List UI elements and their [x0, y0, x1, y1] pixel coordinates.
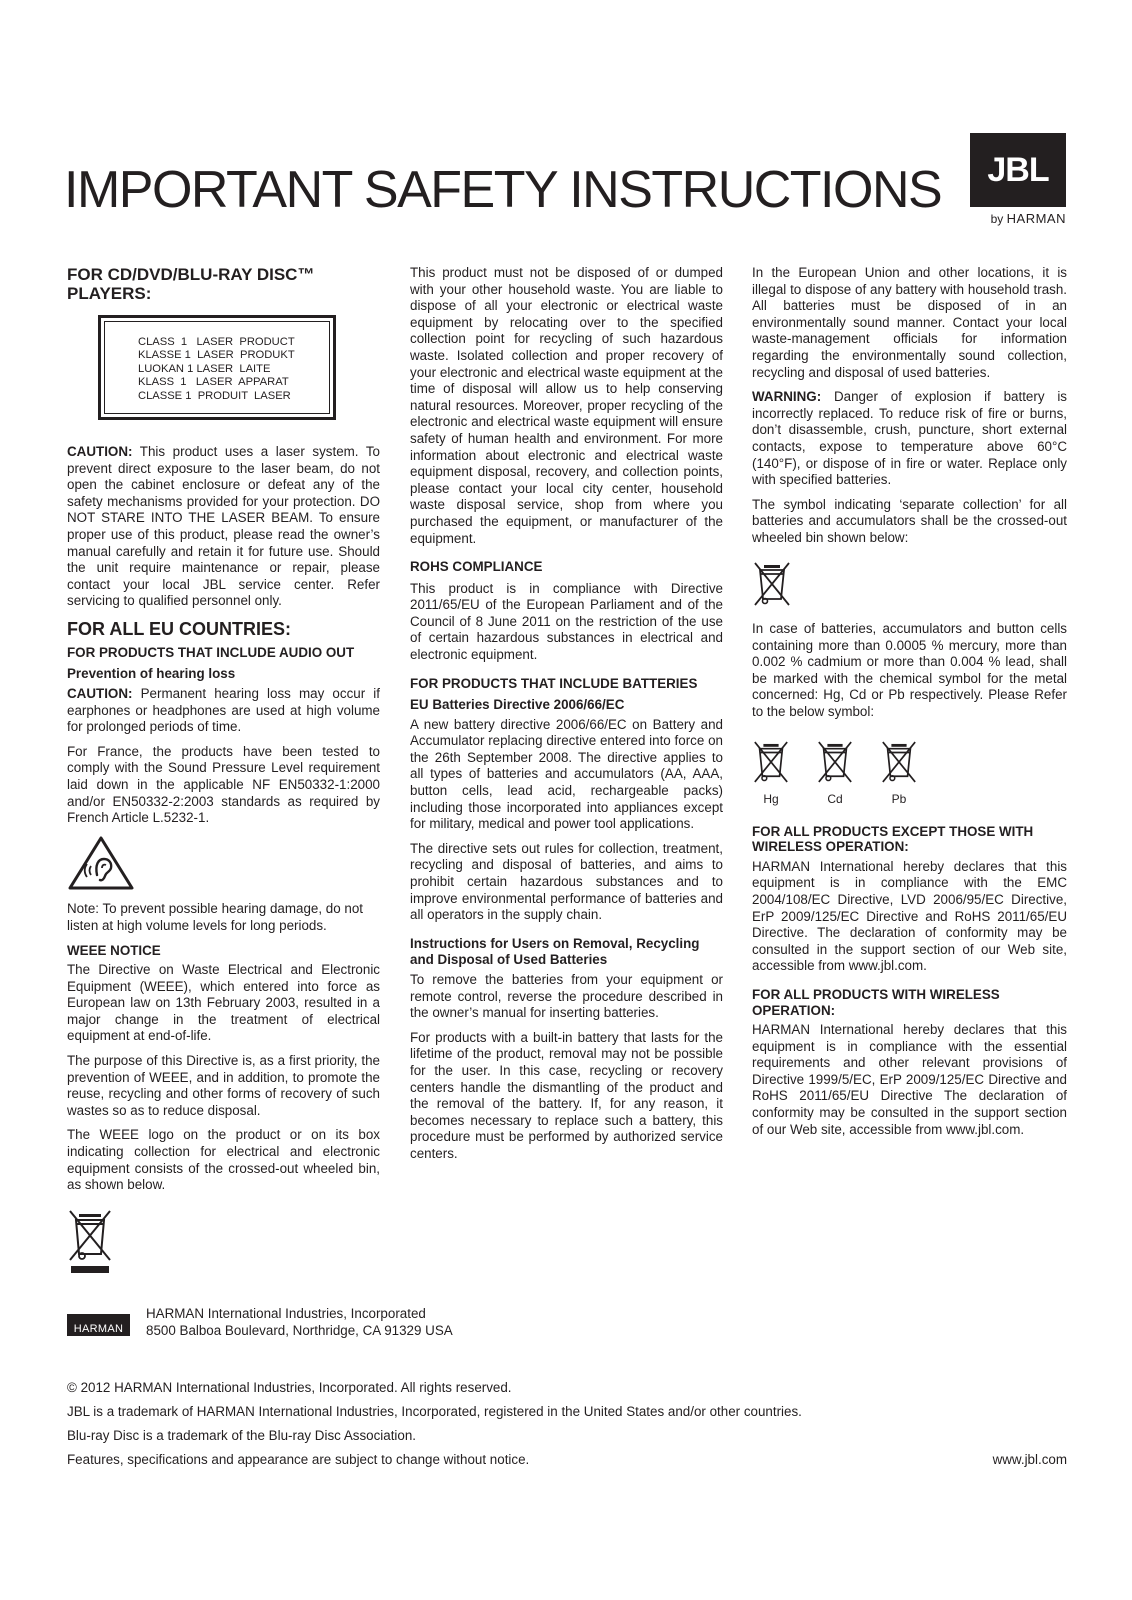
chem-bin-hg — [752, 739, 790, 808]
caution-label: CAUTION: — [67, 444, 133, 460]
laser-line: KLASS 1 LASER APPARAT — [138, 376, 289, 389]
copyright-line: © 2012 HARMAN International Industries, Incorporated. All rights reserved. — [67, 1380, 512, 1395]
laser-line: KLASSE 1 LASER PRODUKT — [138, 349, 295, 362]
chem-label: Pb — [891, 792, 907, 807]
instructions-paragraph: To remove the batteries from your equipment or remote control, reverse the procedure described in the owner’s manual for inserting batteries. — [410, 971, 723, 1021]
heading-except-wireless: FOR ALL PRODUCTS EXCEPT THOSE WITH WIRELESS OPERATION: — [752, 823, 1034, 855]
battery-bin-icon — [752, 561, 1067, 612]
jbl-logo — [970, 133, 1066, 229]
heading-rohs: ROHS COMPLIANCE — [410, 559, 543, 575]
weee-bin-icon — [67, 1208, 380, 1279]
directive-paragraph: The directive sets out rules for collection, treatment, recycling and disposal of batteries, and aims to prohibit certain hazardous substances and to improve environmental performance of batteries and all operators in the supply chain. — [410, 840, 723, 923]
page-title: IMPORTANT SAFETY INSTRUCTIONS — [64, 161, 942, 219]
chem-label: Cd — [827, 792, 843, 807]
case-paragraph: In case of batteries, accumulators and button cells containing more than 0.0005 % mercury, more than 0.002 % cadmium or more than 0.004 % lead, shall be marked with the chemical symbol for the metal concerned: Hg, Cd or Pb respectively. Please Refer to the below symbol: — [752, 621, 1067, 720]
except-paragraph: HARMAN International hereby declares that this equipment is in compliance with the EMC 2004/108/EC Directive, LVD 2006/95/EC Directive, ErP 2009/125/EC Directive and RoHS 2011/65/EU Directive. The declaration of conformity may be consulted in the support section of our Web site, accessible from www.jbl.com. — [752, 858, 1067, 974]
website-link[interactable]: www.jbl.com — [992, 1452, 1067, 1467]
street-address: 8500 Balboa Boulevard, Northridge, CA 91329 USA — [146, 1323, 453, 1338]
rohs-paragraph: This product is in compliance with Directive 2011/65/EU of the European Parliament and of the Council of 8 June 2011 on the restriction of the use of certain hazardous substances in electrical and electronic equipment. — [410, 580, 723, 662]
weee-paragraph: The WEEE logo on the product or on its box indicating collection for electrical and electronic equipment consists of the crossed-out wheeled bin, as shown below. — [67, 1127, 380, 1193]
by-harman-tagline — [970, 211, 1066, 226]
warning-text: Danger of explosion if battery is incorrectly replaced. To reduce risk of fire or burns, don’t disassemble, crush, puncture, short external contacts, expose to temperature above 60°C (140°F), or dispose of in fire or water. Replace only with specified batteries. — [752, 389, 1067, 488]
directive-paragraph: A new battery directive 2006/66/EC on Battery and Accumulator replacing directive entered into force on the 26th September 2008. The directive applies to all types of batteries and accumulators (AA, AAA, button cells, lead acid, rechargeable packs) including those incorporated into appliances except for military, medical and power tool applications. — [410, 716, 723, 832]
disposal-paragraph: This product must not be disposed of or dumped with your other household waste. You are liable to dispose of all your electronic or electrical waste equipment by relocating over to the specified collection point for recycling of such hazardous waste. Isolated collection and proper recovery of your electronic and electrical waste equipment at the time of disposal will allow us to help conserving natural resources. Moreover, proper recycling of the electronic and electrical waste equipment will ensure safety of human health and environment. For more information about electronic and electrical waste equipment disposal, recovery, and collection points, please contact your local city center, household waste disposal service, shop from where you purchased the equipment, or manufacturer of the equipment. — [410, 265, 723, 546]
chem-bin-cd — [816, 739, 854, 808]
symbol-paragraph: The symbol indicating ‘separate collection’ for all batteries and accumulators shall be the crossed-out wheeled bin shown below: — [752, 496, 1067, 545]
heading-battery-directive: EU Batteries Directive 2006/66/EC — [410, 697, 625, 713]
hearing-warning-icon — [67, 835, 380, 896]
caution-paragraph — [67, 444, 380, 610]
heading-battery-instructions: Instructions for Users on Removal, Recycling and Disposal of Used Batteries — [410, 935, 700, 968]
heading-eu: FOR ALL EU COUNTRIES: — [67, 618, 291, 639]
laser-line: CLASS 1 LASER PRODUCT — [138, 336, 295, 348]
laser-label — [98, 315, 336, 420]
bin-icon — [752, 739, 790, 785]
chem-label: Hg — [763, 792, 779, 807]
logo-harman-text: HARMAN — [1006, 211, 1066, 226]
caution2-text: Permanent hearing loss may occur if earphones or headphones are used at high volume for prolonged periods of time. — [67, 686, 380, 735]
heading-wireless: FOR ALL PRODUCTS WITH WIRELESS OPERATION: — [752, 987, 1000, 1018]
laser-label-inner — [104, 321, 330, 414]
bin-icon — [816, 739, 854, 785]
wireless-paragraph: HARMAN International hereby declares that this equipment is in compliance with the essential requirements and other relevant provisions of Directive 1999/5/EC, ErP 2009/125/EC Directive and RoHS 2011/65/EU Directive The declaration of conformity may be consulted in the support section of our Web site, accessible from www.jbl.com. — [752, 1022, 1067, 1137]
laser-line: CLASSE 1 PRODUIT LASER — [138, 389, 291, 402]
warning-paragraph — [752, 389, 1067, 489]
column-3 — [752, 265, 1067, 1146]
caution2-paragraph — [67, 686, 380, 736]
heading-audio-out: FOR PRODUCTS THAT INCLUDE AUDIO OUT — [67, 644, 355, 660]
chem-symbol-row — [752, 739, 1067, 808]
note-paragraph: Note: To prevent possible hearing damage, do not listen at high volume levels for long periods. — [67, 901, 364, 933]
weee-paragraph: The Directive on Waste Electrical and Electronic Equipment (WEEE), which entered into force as European law on 13th February 2003, resulted in a major change in the treatment of electrical equipment at end-of-life. — [67, 962, 380, 1044]
company-address — [146, 1305, 453, 1339]
logo-by-text: by — [990, 212, 1004, 226]
company-name: HARMAN International Industries, Incorporated — [146, 1306, 426, 1321]
heading-batteries: FOR PRODUCTS THAT INCLUDE BATTERIES — [410, 675, 698, 691]
heading-hearing-loss: Prevention of hearing loss — [67, 666, 236, 682]
jbl-trademark-line: JBL is a trademark of HARMAN International Industries, Incorporated, registered in the United States and/or other countries. — [67, 1404, 802, 1419]
caution2-label: CAUTION: — [67, 686, 133, 702]
weee-paragraph: The purpose of this Directive is, as a first priority, the prevention of WEEE, and in addition, to promote the reuse, recycling and other forms of recovery of such wastes so as to reduce disposal. — [67, 1053, 380, 1118]
heading-players: FOR CD/DVD/BLU-RAY DISC™ PLAYERS: — [67, 265, 315, 303]
instructions-paragraph: For products with a built-in battery that lasts for the lifetime of the product, removal may not be possible for the user. In this case, recycling or recovery centers handle the dismantling of the product and the removal of the battery. If, for any reason, it becomes necessary to replace such a battery, this procedure must be performed by authorized service centers. — [410, 1029, 723, 1161]
heading-weee: WEEE NOTICE — [67, 942, 161, 958]
column-2 — [410, 265, 723, 1171]
features-line: Features, specifications and appearance are subject to change without notice. — [67, 1452, 530, 1467]
warning-label: WARNING: — [752, 389, 822, 405]
chem-bin-pb — [880, 739, 918, 808]
bluray-trademark-line: Blu-ray Disc is a trademark of the Blu-ray Disc Association. — [67, 1428, 417, 1443]
bin-icon — [880, 739, 918, 785]
eu-battery-paragraph: In the European Union and other locations, it is illegal to dispose of any battery with household trash. All batteries must be disposed of in an environmentally sound manner. Contact your local waste-management officials for information regarding the environmentally sound collection, recycling and disposal of used batteries. — [752, 265, 1067, 380]
column-1 — [67, 265, 380, 1284]
france-paragraph: For France, the products have been tested to comply with the Sound Pressure Level requirement laid down in the applicable NF EN50332-1:2000 and/or EN50332-2:2003 standards as required by French Article L.5232-1. — [67, 743, 380, 826]
laser-line: LUOKAN 1 LASER LAITE — [138, 362, 271, 375]
jbl-logo-mark: JBL — [970, 133, 1066, 207]
harman-logo: HARMAN — [67, 1314, 130, 1336]
caution-text: This product uses a laser system. To prevent direct exposure to the laser beam, do not open the cabinet enclosure or defeat any of the safety mechanisms provided for your protection. DO NOT STARE INTO THE LASER BEAM. To ensure proper use of this product, please read the owner’s manual carefully and retain it for future use. Should the unit require maintenance or repair, please contact your local JBL service center. Refer servicing to qualified personnel only. — [67, 444, 380, 609]
